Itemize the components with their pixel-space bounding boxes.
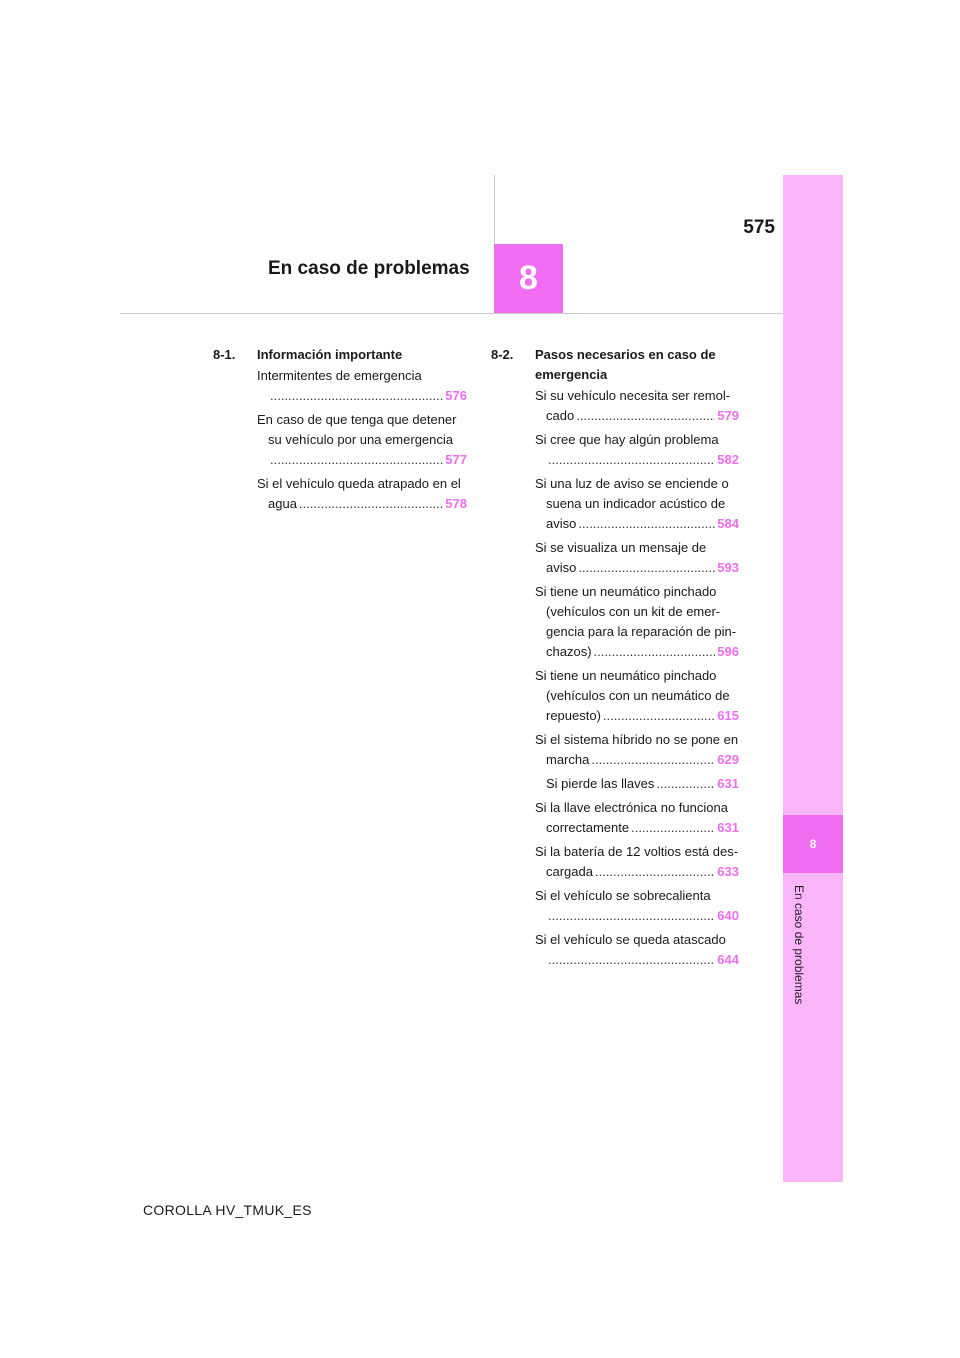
toc-page-link[interactable]: 640 [717, 908, 739, 923]
toc-entry-line: Si el vehículo se sobrecalienta [535, 888, 711, 903]
page-number: 575 [743, 217, 775, 238]
toc-page-link[interactable]: 576 [445, 388, 467, 403]
toc-entry[interactable] [213, 474, 467, 514]
dot-leader [270, 386, 443, 406]
toc-page-link[interactable]: 633 [717, 864, 739, 879]
toc-entry-text [535, 666, 739, 706]
toc-page-link[interactable]: 644 [717, 952, 739, 967]
toc-entry-leader [535, 450, 739, 470]
toc-entry[interactable] [491, 774, 739, 794]
toc-entry-text [257, 410, 467, 450]
toc-entry[interactable] [491, 842, 739, 882]
toc-entry-leader [535, 406, 739, 426]
toc-entry-text [535, 474, 739, 514]
toc-page-link[interactable]: 593 [717, 560, 739, 575]
dot-leader [548, 950, 715, 970]
toc-page-link[interactable]: 629 [717, 752, 739, 767]
section-heading [213, 345, 467, 365]
toc-entry-leader [535, 558, 739, 578]
toc-entry-last-line: repuesto) [546, 708, 601, 723]
side-tab-number[interactable]: 8 [783, 815, 843, 873]
toc-entry[interactable] [213, 410, 467, 470]
toc-entry-line: Si el vehículo se queda atascado [535, 932, 726, 947]
dot-leader [270, 450, 443, 470]
toc-section-8-2 [491, 345, 739, 974]
toc-entry-leader [535, 642, 739, 662]
toc-entry[interactable] [491, 666, 739, 726]
toc-entry-leader [535, 514, 739, 534]
toc-page-link[interactable]: 631 [717, 776, 739, 791]
toc-entry-line: Si cree que hay algún problema [535, 432, 719, 447]
toc-entry-text [257, 474, 467, 494]
toc-entry-leader [257, 494, 467, 514]
toc-entry[interactable] [491, 538, 739, 578]
toc-page-link[interactable]: 596 [717, 644, 739, 659]
dot-leader [595, 862, 715, 882]
toc-entry-line: Si su vehículo necesita ser remol- [535, 388, 731, 403]
toc-page-link[interactable]: 582 [717, 452, 739, 467]
chapter-title: En caso de problemas [268, 258, 470, 279]
side-tab [783, 175, 843, 1182]
toc-entry[interactable] [491, 886, 739, 926]
toc-entry-line: Si la batería de 12 voltios está des- [535, 844, 739, 859]
toc-page-link[interactable]: 631 [717, 820, 739, 835]
toc-entry-text [535, 842, 739, 862]
toc-entry[interactable] [491, 474, 739, 534]
dot-leader [548, 906, 715, 926]
chapter-number-box: 8 [494, 244, 563, 313]
toc-entry-line: su vehículo por una emergencia [268, 432, 454, 447]
section-number: 8-1. [213, 347, 236, 362]
toc-page-link[interactable]: 615 [717, 708, 739, 723]
toc-entry-line: En caso de que tenga que detener [257, 412, 457, 427]
toc-page-link[interactable]: 584 [717, 516, 739, 531]
toc-entry-line: suena un indicador acústico de [546, 496, 726, 511]
dot-leader [578, 558, 715, 578]
section-heading [491, 345, 739, 385]
toc-entry[interactable] [491, 386, 739, 426]
dot-leader [299, 494, 443, 514]
toc-entry-line: (vehículos con un kit de emer- [546, 604, 721, 619]
toc-entry-line: Si se visualiza un mensaje de [535, 540, 707, 555]
section-number: 8-2. [491, 347, 514, 362]
toc-entry-line: Si una luz de aviso se enciende o [535, 476, 729, 491]
header-horizontal-rule [120, 313, 783, 314]
section-title: Información importante [257, 347, 403, 362]
toc-entry[interactable] [213, 366, 467, 406]
toc-entry-leader [535, 906, 739, 926]
dot-leader [591, 750, 715, 770]
toc-entry-leader [257, 386, 467, 406]
toc-entry-leader [535, 750, 739, 770]
toc-entry[interactable] [491, 730, 739, 770]
toc-entry-text [535, 886, 739, 906]
toc-entry-text [535, 798, 739, 818]
toc-entry-line: gencia para la reparación de pin- [546, 624, 737, 639]
toc-entry[interactable] [491, 798, 739, 838]
toc-page-link[interactable]: 578 [445, 496, 467, 511]
dot-leader [656, 774, 715, 794]
toc-entry-line: (vehículos con un neumático de [546, 688, 730, 703]
toc-entry-leader [535, 706, 739, 726]
toc-entry-line: Si el sistema híbrido no se pone en [535, 732, 739, 747]
toc-entry-line: Si tiene un neumático pinchado [535, 584, 717, 599]
toc-entry-leader [535, 862, 739, 882]
toc-entry-line: Si el vehículo queda atrapado en el [257, 476, 461, 491]
toc-entry-leader [535, 774, 739, 794]
toc-entry-text [535, 930, 739, 950]
model-code: COROLLA HV_TMUK_ES [143, 1202, 312, 1218]
dot-leader [603, 706, 715, 726]
toc-entry-last-line: correctamente [546, 820, 630, 835]
toc-entry-text [535, 386, 739, 406]
toc-entry-leader [535, 818, 739, 838]
toc-entry-last-line: Si pierde las llaves [546, 776, 655, 791]
toc-entry-text [535, 538, 739, 558]
toc-entry[interactable] [491, 582, 739, 662]
toc-entry-text [535, 582, 739, 642]
toc-entry-text [535, 730, 739, 750]
section-title: Pasos necesarios en caso de emergencia [535, 347, 716, 382]
toc-entry-text [257, 366, 467, 386]
toc-entry-last-line: aviso [546, 516, 577, 531]
toc-entry-last-line: cargada [546, 864, 593, 879]
toc-entry-line: Si la llave electrónica no funciona [535, 800, 728, 815]
toc-page-link[interactable]: 577 [445, 452, 467, 467]
toc-entry-last-line: chazos) [546, 644, 592, 659]
toc-entry[interactable] [491, 930, 739, 970]
toc-entry-leader [535, 950, 739, 970]
toc-entry[interactable] [491, 430, 739, 470]
toc-entry-last-line: aviso [546, 560, 577, 575]
toc-entry-last-line: cado [546, 408, 575, 423]
toc-entry-leader [257, 450, 467, 470]
toc-section-8-1 [213, 345, 467, 518]
toc-entry-line: Si tiene un neumático pinchado [535, 668, 717, 683]
dot-leader [594, 642, 716, 662]
dot-leader [548, 450, 715, 470]
dot-leader [631, 818, 715, 838]
toc-entry-line: Intermitentes de emergencia [257, 368, 422, 383]
toc-entry-text [535, 430, 739, 450]
toc-entry-last-line: agua [268, 496, 297, 511]
side-tab-label: En caso de problemas [792, 885, 806, 1005]
toc-page-link[interactable]: 579 [717, 408, 739, 423]
toc-entry-last-line: marcha [546, 752, 590, 767]
dot-leader [576, 406, 715, 426]
dot-leader [578, 514, 715, 534]
